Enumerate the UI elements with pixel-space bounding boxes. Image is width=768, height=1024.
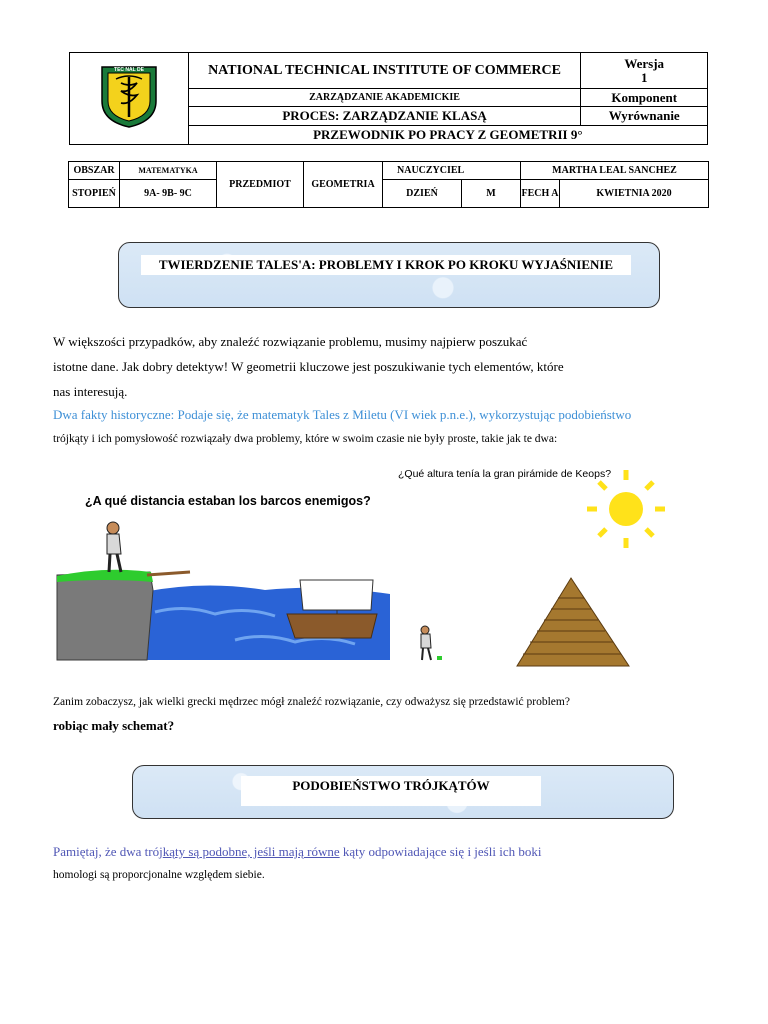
area-value: MATEMATYKA [120,162,217,180]
history-facts: Dwa fakty historyczne: Podaje się, że matematyk Tales z Miletu (VI wiek p.n.e.), wykorzystując podobieństwo [53,407,632,422]
institute-logo [94,61,164,131]
ships-question: ¿A qué distancia estaban los barcos enemigos? [85,494,371,508]
process-title: PROCES: ZARZĄDZANIE KLASĄ [188,107,581,126]
remember-line-1 [53,844,753,860]
similarity-banner [132,765,674,819]
thales-illustration [55,462,677,672]
date-label: FECH A [521,180,560,208]
ship-sail [300,580,373,610]
version-cell [581,53,708,89]
header-table [69,52,708,145]
guide-title: PRZEWODNIK PO PRACY Z GEOMETRII 9° [188,126,707,145]
sun-icon [587,470,665,548]
intro-line-3: nas interesują. [53,384,128,399]
day-label: DZIEŃ [383,180,462,208]
academic-management: ZARZĄDZANIE AKADEMICKIE [188,89,581,107]
logo-lettering: TEC NAL DE [113,67,144,73]
illustration-drawing [55,462,677,672]
intro-line-1: W większości przypadków, aby znaleźć rozwiązanie problemu, musimy najpierw poszukać [53,334,528,349]
ship-hull [287,614,377,638]
institute-name: NATIONAL TECHNICAL INSTITUTE OF COMMERCE [188,53,581,89]
subject-label: PRZEDMIOT [217,162,304,208]
remember-part-2: kąty są podobne, jeśli mają równe [162,844,340,859]
remember-line-2: homologi są proporcjonalne względem siebie. [53,869,265,881]
question-line-2: robiąc mały schemat? [53,718,175,733]
remember-part-1: Pamiętaj, że dwa trój [53,844,163,859]
pyramid-shape [517,578,629,666]
teacher-label: NAUCZYCIEL [383,162,521,180]
version-label: Wersja [624,55,665,71]
area-label: OBSZAR [69,162,120,180]
history-facts-2: trójkąty i ich pomysłowość rozwiązały dwa problemy, które w swoim czasie nie były proste, takie jak te dwa: [53,433,558,445]
version-value: 1 [640,69,648,85]
pyramid-question: ¿Qué altura tenía la gran pirámide de Keops? [398,468,612,480]
question-line-1: Zanim zobaczysz, jak wielki grecki mędrzec mógł znaleźć rozwiązanie, czy odważysz się przedstawić problem? [53,696,570,708]
component-value: Wyrównanie [581,107,708,126]
date-value: KWIETNIA 2020 [560,180,709,208]
cliff-shape [57,572,153,660]
grade-value: 9A- 9B- 9C [120,180,217,208]
teacher-value: MARTHA LEAL SANCHEZ [521,162,709,180]
grade-label: STOPIEŃ [69,180,120,208]
remember-part-3: kąty odpowiadające się i jeśli ich boki [339,844,542,859]
logo-cell [70,53,189,145]
thales-banner [118,242,660,308]
intro-line-2: istotne dane. Jak dobry detektyw! W geometrii kluczowe jest poszukiwanie tych elementów, które [53,359,564,374]
similarity-banner-title: PODOBIEŃSTWO TRÓJKĄTÓW [241,776,541,806]
thales-banner-title: TWIERDZENIE TALES'A: PROBLEMY I KROK PO KROKU WYJAŚNIENIE [141,255,631,275]
subject-value: GEOMETRIA [304,162,383,208]
info-table [68,161,709,208]
day-value: M [462,180,521,208]
component-label: Komponent [581,89,708,107]
